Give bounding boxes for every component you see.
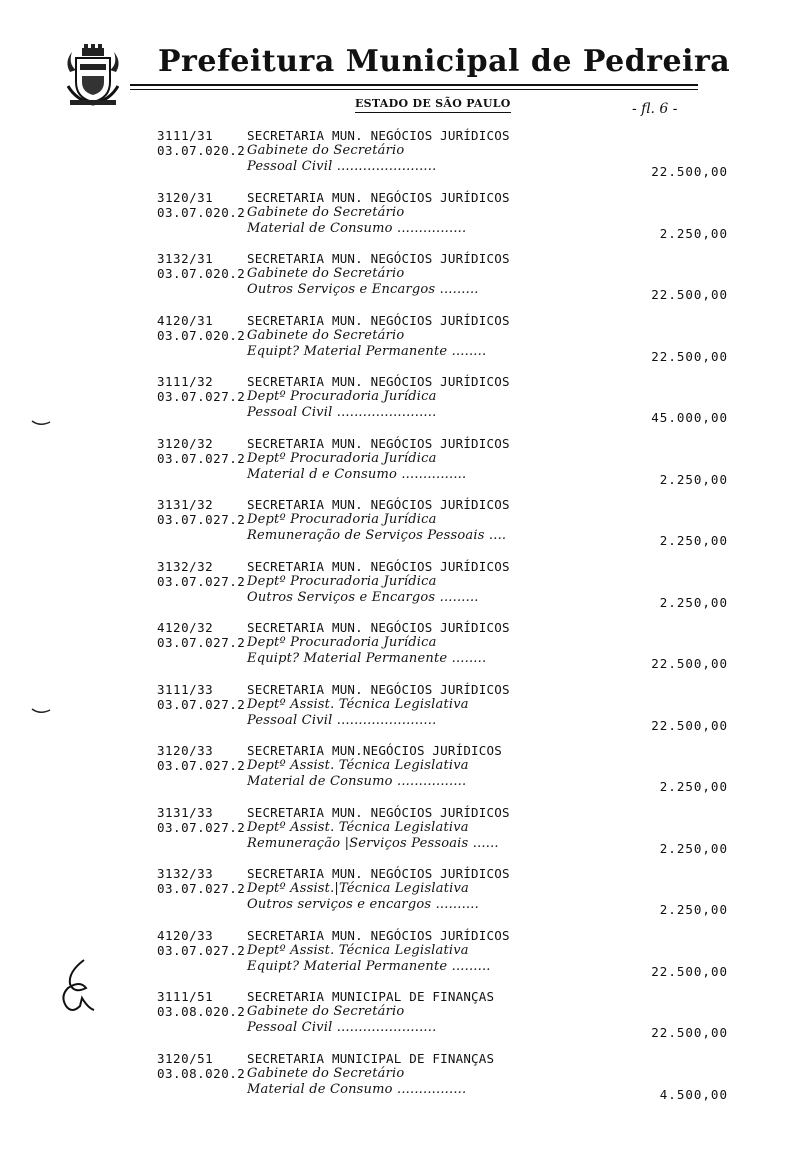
program-code: 03.07.020.2	[157, 204, 246, 220]
account-code: 3132/32	[157, 558, 214, 574]
secretariat-name: SECRETARIA MUN. NEGÓCIOS JURÍDICOS	[247, 251, 510, 266]
department-name: Deptº Assist.|Técnica Legislativa	[247, 881, 469, 896]
amount-value: 22.500,00	[651, 963, 728, 979]
expense-item: Outros serviços e encargos ..........	[247, 897, 479, 912]
account-code: 4120/32	[157, 620, 214, 635]
initials-signature-icon	[58, 958, 102, 1018]
department-name: Deptº Procuradoria Jurídica	[247, 512, 437, 527]
secretariat-name: SECRETARIA MUN. NEGÓCIOS JURÍDICOS	[247, 497, 510, 512]
ledger-entry	[0, 989, 800, 1051]
ledger-entry	[0, 374, 800, 436]
department-name: Gabinete do Secretário	[247, 204, 405, 220]
secretariat-name: SECRETARIA MUN. NEGÓCIOS JURÍDICOS	[247, 128, 510, 143]
ledger-entry	[0, 682, 800, 744]
amount-value: 22.500,00	[651, 1025, 728, 1040]
ledger-entry	[0, 559, 800, 621]
program-code: 03.07.027.2	[157, 819, 246, 835]
ledger-entry	[0, 928, 800, 990]
expense-item: Pessoal Civil .......................	[247, 405, 437, 420]
ledger-entry	[0, 313, 800, 375]
department-name: Gabinete do Secretário	[247, 327, 405, 343]
amount-value: 22.500,00	[651, 348, 728, 364]
account-code: 4120/33	[157, 927, 214, 943]
ledger-entry	[0, 190, 800, 252]
program-code: 03.07.027.2	[157, 389, 246, 404]
page-title: Prefeitura Municipal de Pedreira	[158, 44, 731, 79]
expense-item: Material de Consumo ................	[247, 1081, 467, 1097]
municipal-crest-icon	[62, 42, 124, 108]
state-label: ESTADO DE SÃO PAULO	[355, 97, 511, 113]
department-name: Deptº Procuradoria Jurídica	[247, 573, 437, 589]
program-code: 03.07.027.2	[157, 758, 246, 773]
margin-tick-mark	[30, 418, 52, 428]
secretariat-name: SECRETARIA MUNICIPAL DE FINANÇAS	[247, 989, 495, 1004]
amount-value: 2.250,00	[659, 840, 728, 856]
account-code: 3120/33	[157, 743, 214, 758]
secretariat-name: SECRETARIA MUN. NEGÓCIOS JURÍDICOS	[247, 804, 510, 820]
account-code: 3120/51	[157, 1050, 214, 1066]
ledger-entries	[0, 128, 800, 1112]
expense-item: Material de Consumo ................	[247, 774, 467, 789]
expense-item: Material de Consumo ................	[247, 220, 467, 236]
amount-value: 4.500,00	[659, 1086, 728, 1102]
amount-value: 22.500,00	[651, 164, 728, 179]
expense-item: Equipt? Material Permanente .........	[247, 958, 491, 974]
expense-item: Pessoal Civil .......................	[247, 159, 437, 174]
ledger-entry	[0, 128, 800, 190]
amount-value: 2.250,00	[659, 225, 728, 241]
amount-value: 45.000,00	[651, 410, 728, 425]
secretariat-name: SECRETARIA MUN. NEGÓCIOS JURÍDICOS	[247, 435, 510, 451]
account-code: 3131/32	[157, 497, 214, 512]
department-name: Deptº Assist. Técnica Legislativa	[247, 758, 469, 773]
department-name: Deptº Procuradoria Jurídica	[247, 635, 437, 650]
amount-value: 2.250,00	[659, 471, 728, 487]
program-code: 03.07.027.2	[157, 942, 246, 958]
title-rule-thin	[130, 89, 698, 90]
ledger-entry	[0, 743, 800, 805]
amount-value: 2.250,00	[659, 779, 728, 794]
account-code: 3111/51	[157, 989, 214, 1004]
expense-item: Remuneração de Serviços Pessoais ....	[247, 528, 507, 543]
expense-item: Pessoal Civil .......................	[247, 1020, 437, 1035]
department-name: Deptº Assist. Técnica Legislativa	[247, 696, 469, 712]
program-code: 03.07.027.2	[157, 881, 246, 896]
program-code: 03.07.020.2	[157, 143, 246, 158]
ledger-entry	[0, 866, 800, 928]
account-code: 3111/33	[157, 681, 214, 697]
department-name: Gabinete do Secretário	[247, 1065, 405, 1081]
department-name: Gabinete do Secretário	[247, 1004, 405, 1019]
expense-item: Material d e Consumo ...............	[247, 466, 467, 482]
account-code: 3131/33	[157, 804, 214, 820]
program-code: 03.07.020.2	[157, 266, 246, 281]
ledger-entry	[0, 436, 800, 498]
amount-value: 22.500,00	[651, 717, 728, 733]
expense-item: Pessoal Civil .......................	[247, 712, 437, 728]
amount-value: 22.500,00	[651, 287, 728, 302]
account-code: 3111/32	[157, 374, 214, 389]
department-name: Deptº Assist. Técnica Legislativa	[247, 819, 469, 835]
secretariat-name: SECRETARIA MUN. NEGÓCIOS JURÍDICOS	[247, 620, 510, 635]
secretariat-name: SECRETARIA MUN. NEGÓCIOS JURÍDICOS	[247, 866, 510, 881]
department-name: Deptº Procuradoria Jurídica	[247, 389, 437, 404]
program-code: 03.07.027.2	[157, 696, 246, 712]
amount-value: 2.250,00	[659, 533, 728, 548]
program-code: 03.07.027.2	[157, 573, 246, 589]
amount-value: 2.250,00	[659, 594, 728, 610]
expense-item: Outros Serviços e Encargos .........	[247, 589, 479, 605]
department-name: Gabinete do Secretário	[247, 143, 405, 158]
program-code: 03.07.027.2	[157, 512, 246, 527]
account-code: 3132/31	[157, 251, 214, 266]
amount-value: 2.250,00	[659, 902, 728, 917]
secretariat-name: SECRETARIA MUN. NEGÓCIOS JURÍDICOS	[247, 189, 510, 205]
program-code: 03.07.027.2	[157, 635, 246, 650]
expense-item: Remuneração |Serviços Pessoais ......	[247, 835, 499, 851]
secretariat-name: SECRETARIA MUN. NEGÓCIOS JURÍDICOS	[247, 558, 510, 574]
ledger-entry	[0, 251, 800, 313]
account-code: 3120/32	[157, 435, 214, 451]
title-rule	[130, 84, 698, 86]
expense-item: Equipt? Material Permanente ........	[247, 651, 487, 666]
secretariat-name: SECRETARIA MUN. NEGÓCIOS JURÍDICOS	[247, 681, 510, 697]
program-code: 03.08.020.2	[157, 1004, 246, 1019]
ledger-entry	[0, 805, 800, 867]
secretariat-name: SECRETARIA MUN. NEGÓCIOS JURÍDICOS	[247, 927, 510, 943]
ledger-entry	[0, 1051, 800, 1113]
ledger-entry	[0, 497, 800, 559]
folio-number: - fl. 6 -	[632, 101, 678, 117]
account-code: 4120/31	[157, 312, 214, 328]
expense-item: Equipt? Material Permanente ........	[247, 343, 487, 359]
account-code: 3111/31	[157, 128, 214, 143]
account-code: 3132/33	[157, 866, 214, 881]
program-code: 03.07.027.2	[157, 450, 246, 466]
ledger-entry	[0, 620, 800, 682]
secretariat-name: SECRETARIA MUN.NEGÓCIOS JURÍDICOS	[247, 743, 502, 758]
program-code: 03.07.020.2	[157, 327, 246, 343]
program-code: 03.08.020.2	[157, 1065, 246, 1081]
secretariat-name: SECRETARIA MUN. NEGÓCIOS JURÍDICOS	[247, 374, 510, 389]
department-name: Deptº Procuradoria Jurídica	[247, 450, 437, 466]
secretariat-name: SECRETARIA MUN. NEGÓCIOS JURÍDICOS	[247, 312, 510, 328]
margin-tick-mark	[30, 706, 52, 716]
amount-value: 22.500,00	[651, 656, 728, 671]
expense-item: Outros Serviços e Encargos .........	[247, 282, 479, 297]
secretariat-name: SECRETARIA MUNICIPAL DE FINANÇAS	[247, 1050, 495, 1066]
department-name: Gabinete do Secretário	[247, 266, 405, 281]
department-name: Deptº Assist. Técnica Legislativa	[247, 942, 469, 958]
account-code: 3120/31	[157, 189, 214, 205]
